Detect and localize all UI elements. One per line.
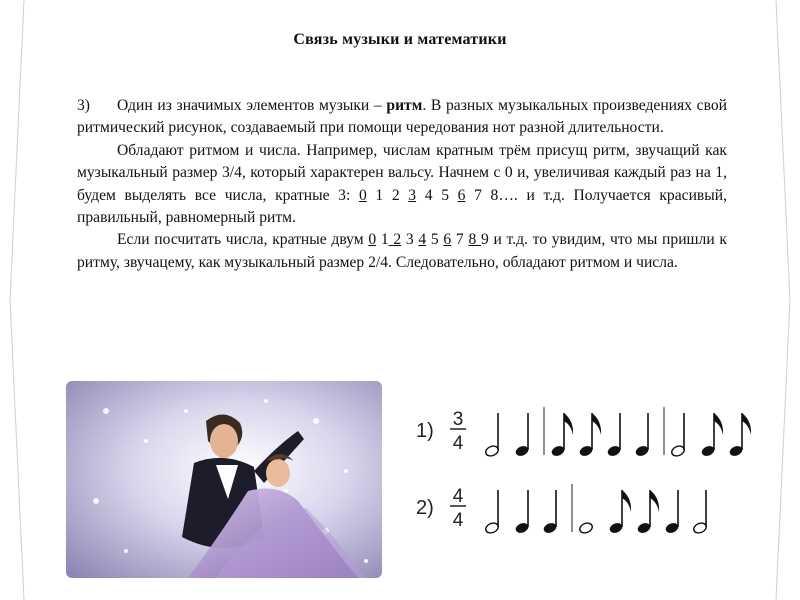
eighth-note-flag: [650, 490, 659, 512]
eighth-note-flag: [742, 413, 751, 435]
time-signature-bottom: 4: [452, 433, 464, 454]
time-signature-bottom: 4: [452, 510, 464, 531]
sequence-text: 9 и т.д. то увидим, что мы пришли к ритму, звучацему, как музыкальный размер 2/4. Следовательно, обладают ритмом и числа.: [77, 231, 727, 271]
paragraph-3-text: Если посчитать числа, кратные двум: [117, 231, 369, 249]
sequence-text: 7: [451, 231, 469, 249]
highlighted-number: 8: [468, 231, 481, 249]
highlighted-number: 0: [358, 186, 367, 204]
highlighted-number: 6: [443, 231, 452, 249]
eighth-note-flag: [592, 413, 601, 435]
paragraph-2: [77, 140, 727, 230]
highlighted-number: 0: [368, 231, 377, 249]
highlighted-number: 3: [408, 186, 417, 204]
paragraph-number: 3): [77, 97, 90, 114]
slide-title: Связь музыки и математики: [293, 31, 507, 48]
sequence-text: 5: [426, 231, 444, 249]
highlighted-number: 6: [457, 186, 466, 204]
eighth-note-flag: [622, 490, 631, 512]
time-signature-top: 4: [452, 486, 464, 507]
paragraph-3: [77, 229, 727, 274]
eighth-note-flag: [714, 413, 723, 435]
rhythm-term: ритм: [386, 97, 423, 114]
waltz-dancers-image: [66, 381, 382, 578]
highlighted-number: 2: [388, 231, 402, 249]
sequence-text: 1 2: [366, 186, 409, 204]
time-signature-top: 3: [452, 409, 464, 430]
sequence-text: 7 8…. и т.д. Получается красивый, правильный, равномерный ритм.: [77, 186, 727, 227]
row-label: 2): [416, 497, 434, 519]
rhythm-notation: [400, 381, 770, 578]
eighth-note-flag: [564, 413, 573, 435]
paragraph-2-text: Обладают ритмом и числа. Например, числам кратным трём присущ ритм, звучащий как музыкальный размер 3/4, который характерен вальсу. Начнем с 0 и, увеличивая каждый раз на 1, будем выделять все числа, кратные 3:: [77, 141, 727, 204]
paragraph-1: [77, 95, 727, 140]
highlighted-number: 4: [418, 231, 427, 249]
paragraph-1-text-b: . В разных музыкальных произведениях свой ритмический рисунок, создаваемый при помощи чередования нот разной длительности.: [77, 97, 727, 137]
body-text: [77, 95, 727, 274]
row-label: 1): [416, 420, 434, 442]
sequence-text: 4 5: [416, 186, 458, 204]
whole-note-head: [578, 521, 593, 534]
chevron-left-decoration: [0, 0, 40, 600]
paragraph-1-text-a: Один из значимых элементов музыки –: [117, 97, 387, 114]
sequence-text: 1: [376, 231, 389, 249]
sequence-text: 3: [401, 231, 419, 249]
